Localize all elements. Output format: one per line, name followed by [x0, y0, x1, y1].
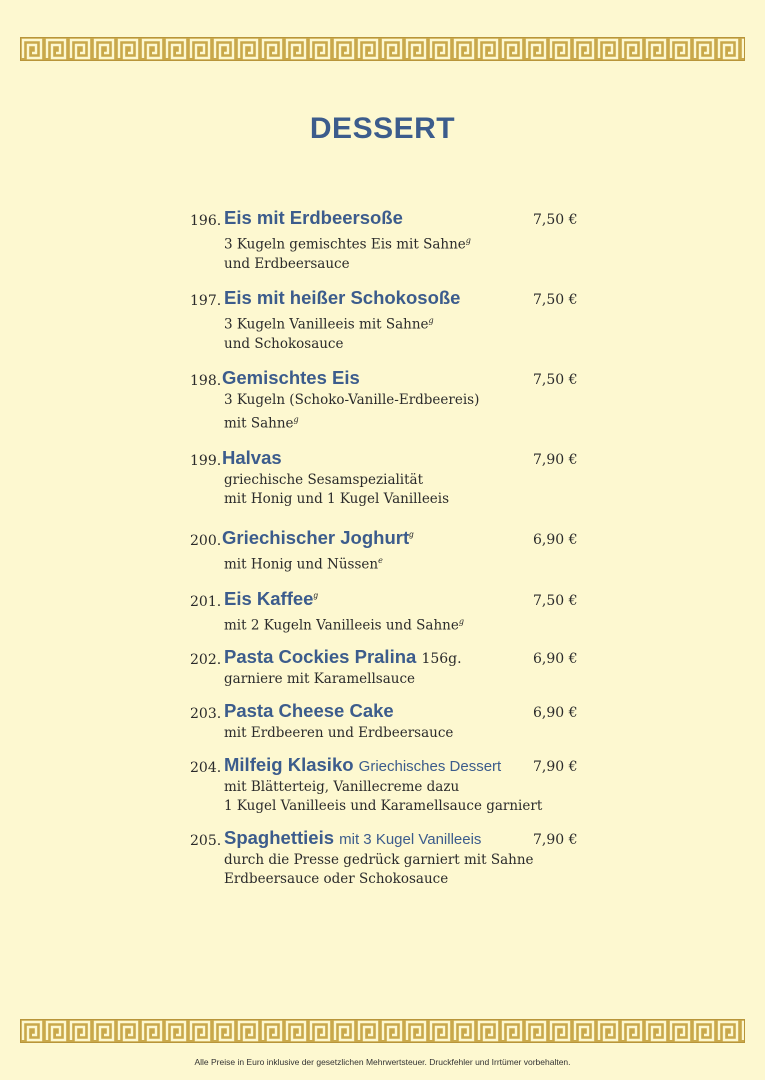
item-number: 201.: [190, 594, 222, 610]
item-description: griechische Sesamspezialität mit Honig und 1 Kugel Vanilleeis: [224, 472, 450, 507]
item-number: 202.: [190, 652, 222, 668]
menu-item: [190, 205, 590, 285]
item-description: 3 Kugeln gemischtes Eis mit Sahne$^g$ und Erdbeersauce: [224, 236, 471, 272]
item-name: Eis mit Erdbeersoße: [224, 207, 403, 228]
item-price: 7,90 €: [533, 452, 578, 468]
item-price: 7,50 €: [533, 372, 578, 388]
footer-disclaimer: Alle Preise in Euro inklusive der gesetzlichen Mehrwertsteuer. Druckfehler und Irrtümer vorbehalten.: [194, 1057, 571, 1067]
item-name: Gemischtes Eis: [222, 367, 360, 388]
menu-item: [190, 285, 590, 365]
item-price: 7,50 €: [533, 292, 578, 308]
item-description: garniere mit Karamellsauce: [224, 671, 415, 687]
item-price: 6,90 €: [533, 532, 578, 548]
menu-list: [190, 205, 590, 898]
item-name: Pasta Cockies Pralina 156g.: [224, 646, 462, 667]
item-name: Eis Kaffee$^g$: [224, 588, 318, 609]
menu-item: [190, 525, 590, 586]
item-name: Spaghettieis mit 3 Kugel Vanilleeis: [224, 827, 482, 848]
menu-item: [190, 644, 590, 698]
menu-item: [190, 586, 590, 644]
item-price: 7,90 €: [533, 759, 578, 775]
item-name: Eis mit heißer Schokosoße: [224, 287, 461, 308]
menu-item: [190, 752, 590, 825]
menu-item: [190, 445, 590, 525]
menu-item: [190, 698, 590, 752]
item-name: Halvas: [222, 447, 282, 468]
item-number: 198.: [190, 373, 222, 389]
item-number: 196.: [190, 213, 222, 229]
item-price: 7,90 €: [533, 832, 578, 848]
item-description: mit Erdbeeren und Erdbeersauce: [224, 725, 454, 741]
page-title: DESSERT: [309, 112, 456, 145]
item-number: 199.: [190, 453, 222, 469]
item-description: mit Honig und Nüssen$^e$: [224, 556, 383, 573]
item-description: mit Blätterteig, Vanillecreme dazu 1 Kugel Vanilleeis und Karamellsauce garniert: [224, 779, 543, 814]
item-number: 197.: [190, 293, 222, 309]
item-price: 6,90 €: [533, 705, 578, 721]
item-price: 6,90 €: [533, 651, 578, 667]
item-number: 203.: [190, 706, 222, 722]
item-description: durch die Presse gedrück garniert mit Sahne Erdbeersauce oder Schokosauce: [224, 852, 534, 887]
item-price: 7,50 €: [533, 212, 578, 228]
item-description: mit 2 Kugeln Vanilleeis und Sahne$^g$: [224, 617, 464, 634]
menu-item: [190, 825, 590, 898]
item-price: 7,50 €: [533, 593, 578, 609]
item-name: Pasta Cheese Cake: [224, 700, 394, 721]
item-name: Griechischer Joghurt$^g$: [222, 527, 414, 548]
item-description: 3 Kugeln Vanilleeis mit Sahne$^g$ und Schokosauce: [224, 316, 434, 352]
item-number: 205.: [190, 833, 222, 849]
menu-item: [190, 365, 590, 445]
item-number: 200.: [190, 533, 222, 549]
greek-key-border-top: [20, 37, 745, 61]
greek-key-border-bottom: [20, 1019, 745, 1043]
item-name: Milfeig Klasiko Griechisches Dessert: [224, 754, 502, 775]
item-number: 204.: [190, 760, 222, 776]
item-description: 3 Kugeln (Schoko-Vanille-Erdbeereis) mit Sahne$^g$: [224, 392, 480, 432]
